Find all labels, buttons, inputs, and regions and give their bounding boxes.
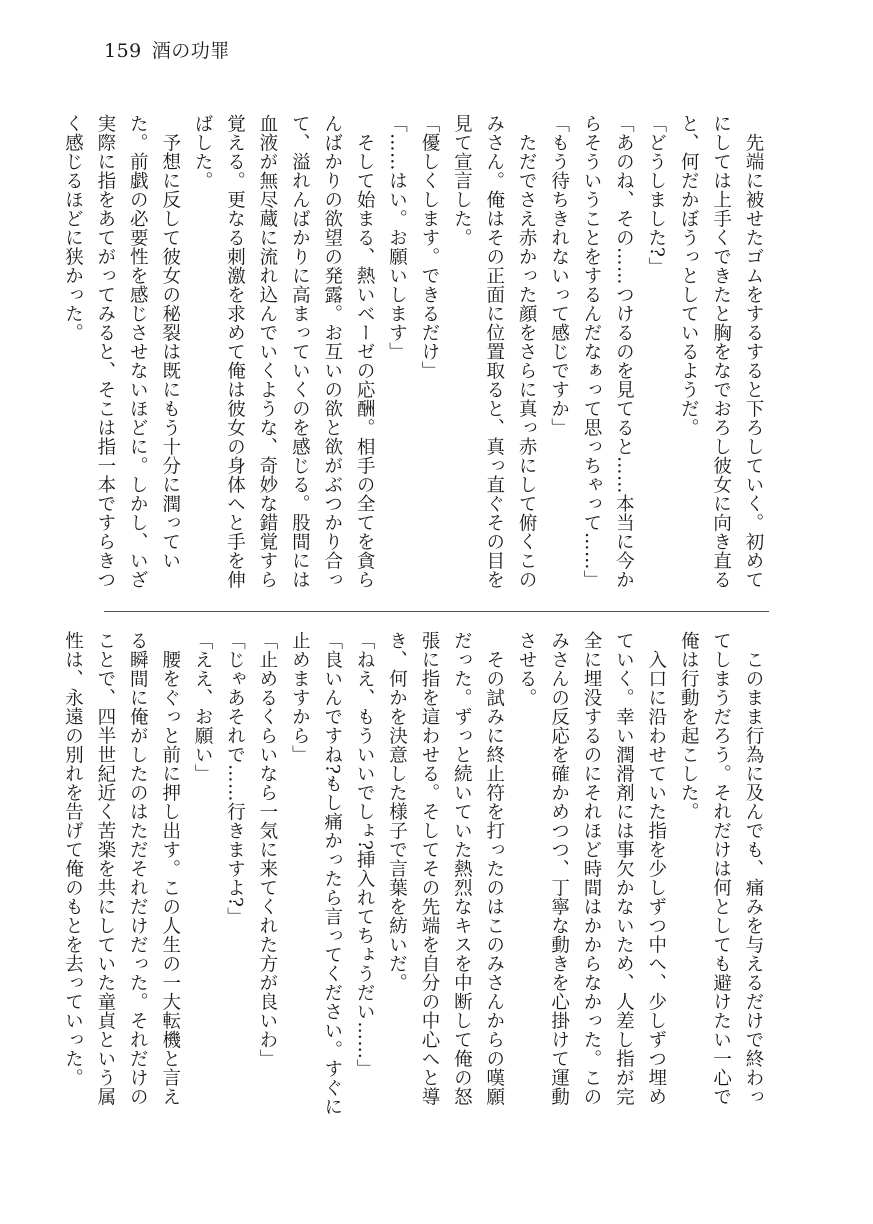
dialogue-line: 「あのね、その……つけるのを見てると……本当に今からそういうことをするんだなぁって思っちゃって……」	[580, 114, 635, 589]
paragraph: その試みに終止符を打ったのはこのみさんからの嘆願だった。ずっと続いていた熱烈なキスを中断して俺の怒張に指を這わせる。そしてその先端を自分の中心へと導き、何かを決意した様子で言葉を紡いだ。	[386, 631, 505, 1106]
paragraph: 予想に反して彼女の秘裂は既にもう十分に潤っていた。前戯の必要性を感じさせないほどに。しかし、いざ実際に指をあてがってみると、そこは指一本ですらきつく感じるほどに狭かった。	[62, 114, 181, 589]
page-number: 159	[104, 40, 142, 62]
paragraph: このまま行為に及んでも、痛みを与えるだけで終わってしまうだろう。それだけは何としても避けたい一心で俺は行動を起こした。	[678, 631, 764, 1106]
paragraph: ただでさえ赤かった顔をさらに真っ赤にして俯くこのみさん。俺はその正面に位置取ると、真っ直ぐその目を見て宣言した。	[451, 114, 538, 589]
dialogue-line: 「ええ、お願い」	[192, 631, 214, 783]
paragraph: そして始まる、熱いベーゼの応酬。相手の全てを貪らんばかりの欲望の発露。お互いの欲と欲がぶつかり合って、溢れんばかりに高まっていくのを感じる。股間には血液が無尽蔵に流れ込んでいくような、奇妙な錯覚すら覚える。更なる刺激を求めて俺は彼女の身体へと手を伸ばした。	[192, 114, 376, 589]
section-divider	[104, 611, 769, 612]
dialogue-line: 「じゃあそれで……行きますよ?」	[224, 631, 246, 927]
running-header	[104, 36, 230, 63]
paragraph: 腰をぐっと前に押し出す。この人生の一大転機と言える瞬間に俺がしたのはただそれだけだった。それだけのことで、四半世紀近く苦楽を共にしていた童貞という属性は、永遠の別れを告げて俺のもとを去っていった。	[62, 631, 181, 1106]
dialogue-line: 「……はい。お願いします」	[386, 114, 408, 361]
dialogue-line: 「どうしました?」	[645, 114, 667, 277]
top-text-block	[62, 114, 769, 596]
dialogue-line: 「ねえ、もういいでしょ?挿入れてちょうだい……」	[354, 631, 376, 1079]
dialogue-line: 「良いんですね?もし痛かったら言ってください。すぐに止めますから」	[289, 631, 343, 1117]
dialogue-line: 「もう待ちきれないって感じですか」	[548, 114, 570, 437]
dialogue-line: 「止めるくらいなら一気に来てくれた方が良いわ」	[256, 631, 278, 1068]
bottom-text-block	[62, 631, 769, 1117]
dialogue-line: 「優しくします。できるだけ」	[418, 114, 440, 380]
paragraph: 先端に被せたゴムをするすると下ろしていく。初めてにしては上手くできたと胸をなでおろし彼女に向き直ると、何だかぼうっとしているようだ。	[678, 114, 764, 589]
chapter-title: 酒の功罪	[151, 40, 230, 62]
paragraph: 入口に沿わせていた指を少しずつ中へ、少しずつ埋めていく。幸い潤滑剤には事欠かないため、人差し指が完全に埋没するのにそれほど時間はかからなかった。このみさんの反応を確かめつつ、丁寧な動きを心掛けて運動させる。	[516, 631, 667, 1106]
